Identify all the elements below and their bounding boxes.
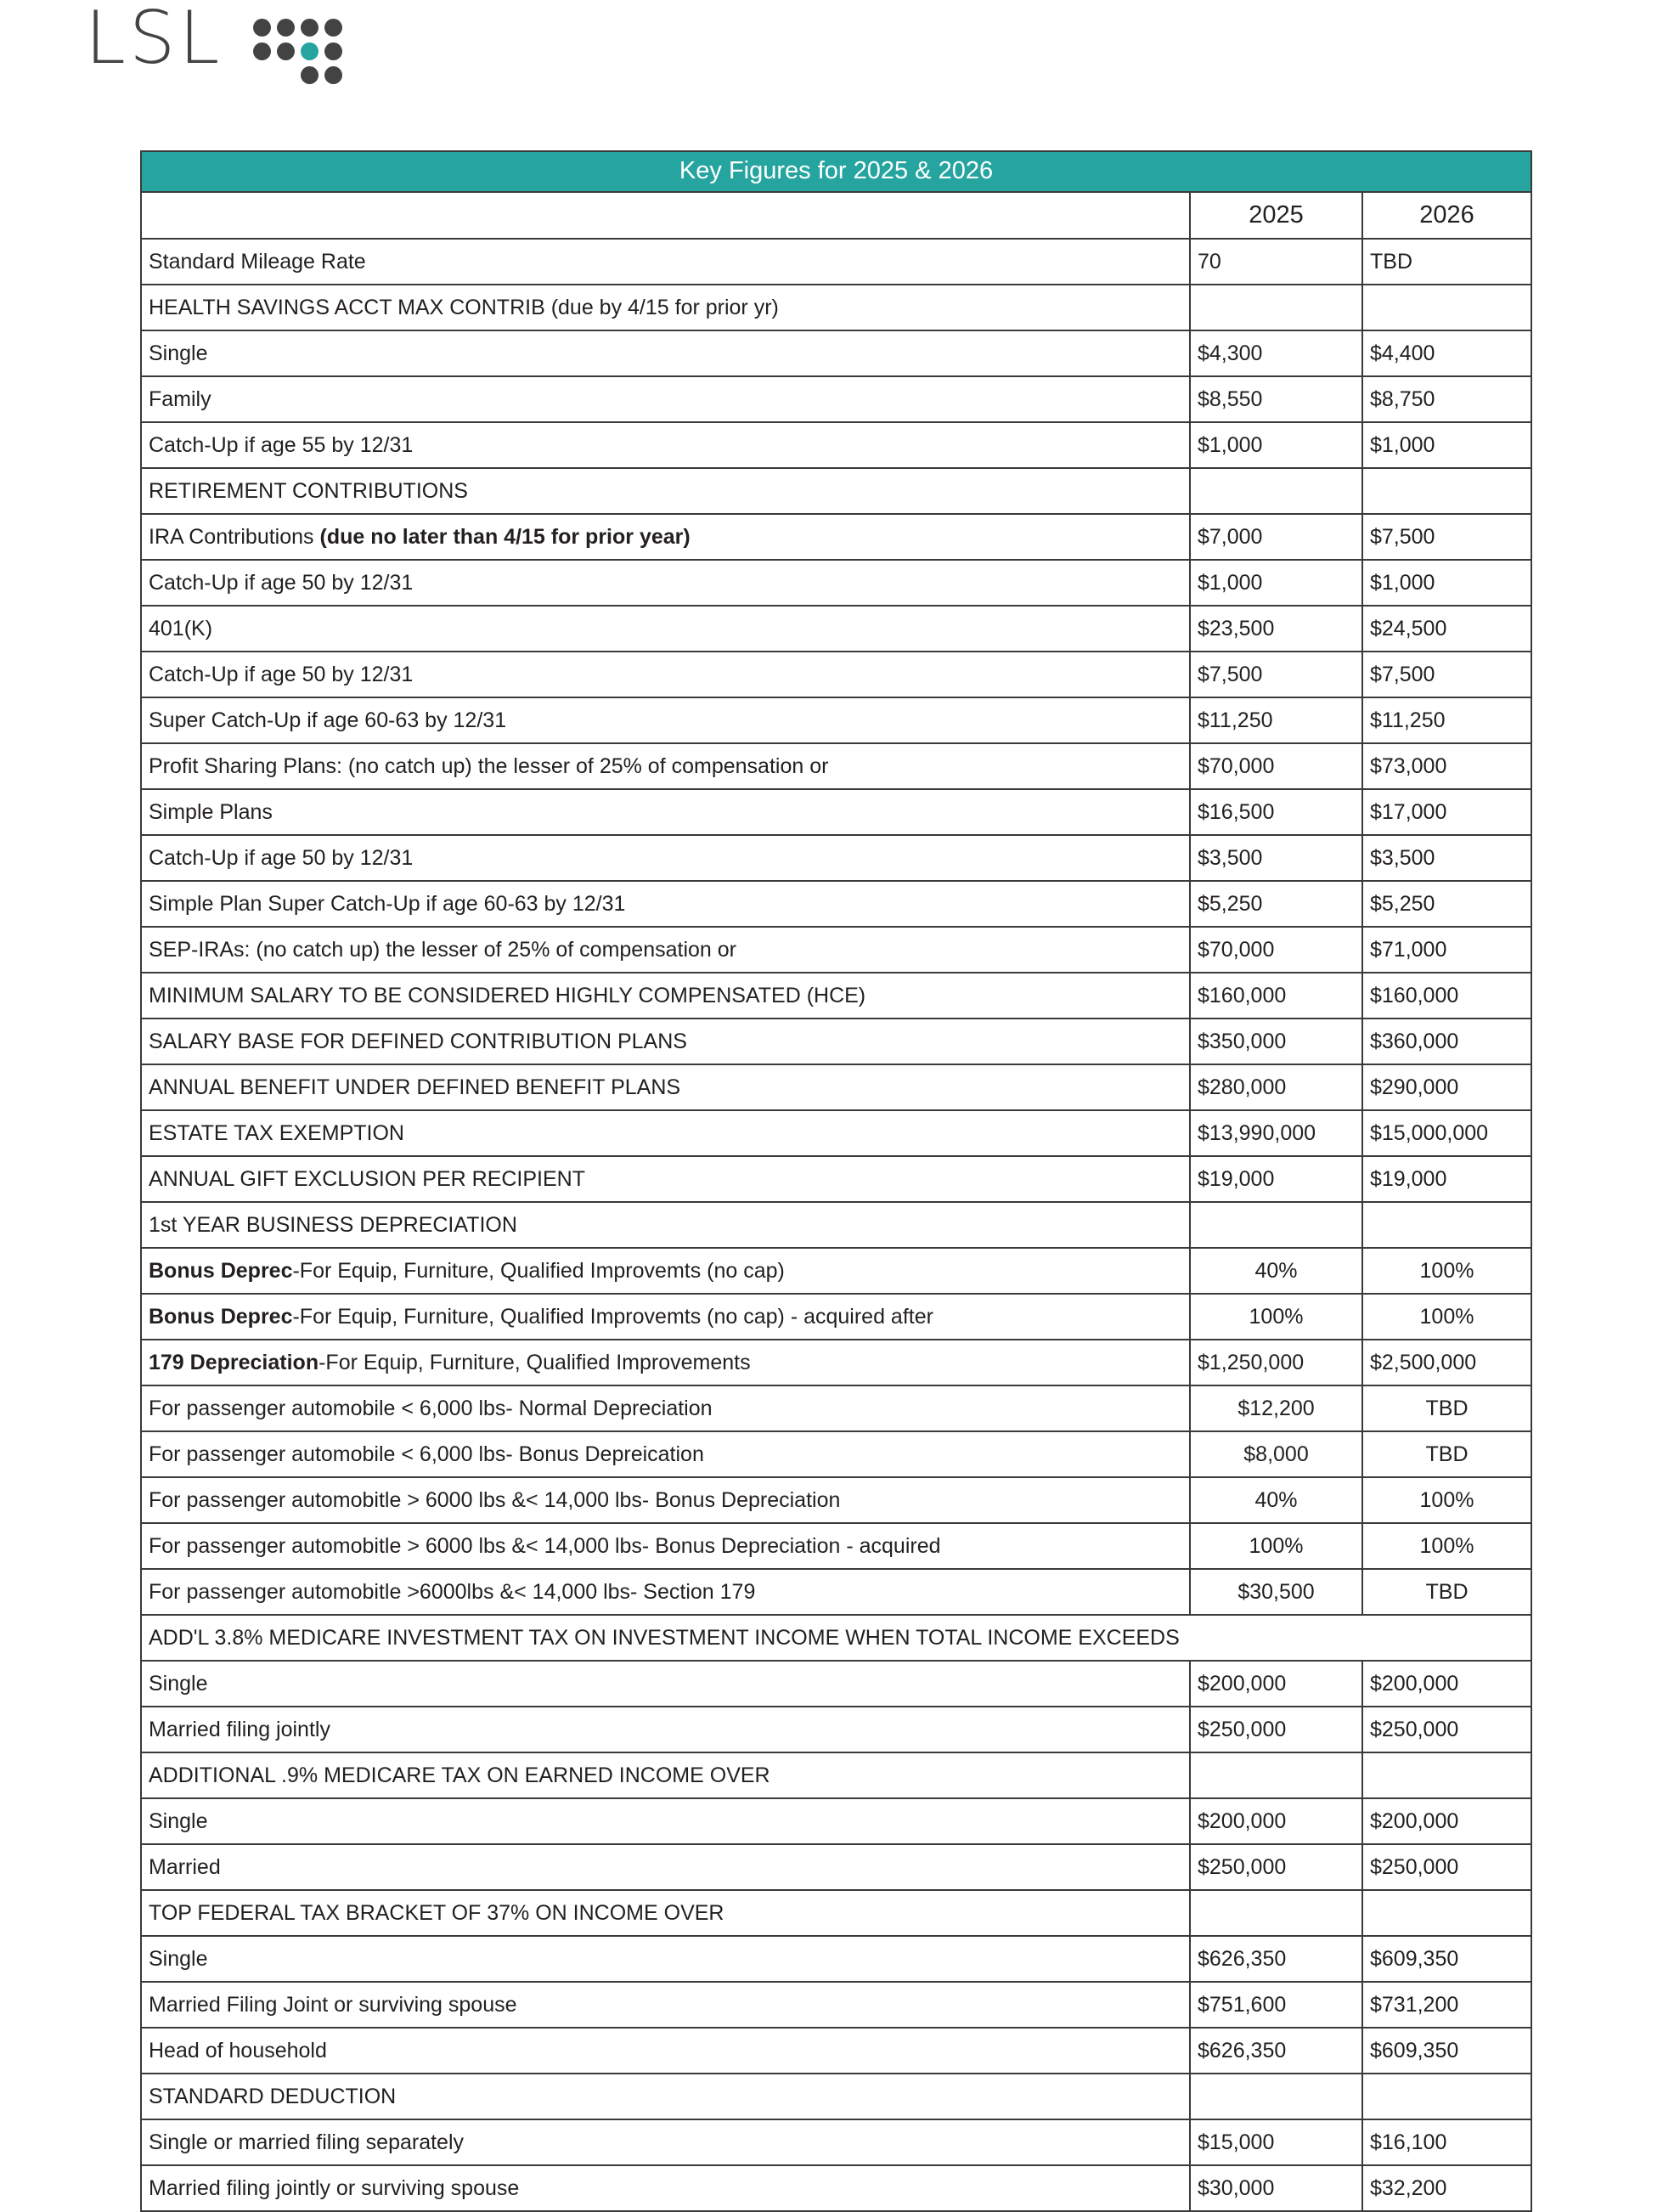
cell-2025: $4,300 — [1190, 330, 1362, 376]
cell-2026: $609,350 — [1362, 2028, 1531, 2074]
table-row — [141, 1064, 1531, 1110]
table-row — [141, 1248, 1531, 1294]
cell-2026: $71,000 — [1362, 927, 1531, 973]
row-label: 401(K) — [141, 606, 1190, 652]
cell-2025 — [1190, 1752, 1362, 1798]
cell-2025: $23,500 — [1190, 606, 1362, 652]
logo-dot — [301, 19, 319, 37]
row-label: Single — [141, 1936, 1190, 1982]
row-label: MINIMUM SALARY TO BE CONSIDERED HIGHLY COMPENSATED (HCE) — [141, 973, 1190, 1019]
table-row — [141, 422, 1531, 468]
column-header-2025: 2025 — [1190, 192, 1362, 239]
cell-2025: $250,000 — [1190, 1844, 1362, 1890]
row-label-text: IRA Contributions — [149, 524, 320, 549]
table-row — [141, 606, 1531, 652]
row-label: For passenger automobitle >6000lbs &< 14,000 lbs- Section 179 — [141, 1569, 1190, 1615]
table-row — [141, 468, 1531, 514]
cell-2026: $73,000 — [1362, 743, 1531, 789]
cell-2025: $8,000 — [1190, 1431, 1362, 1477]
row-label: Super Catch-Up if age 60-63 by 12/31 — [141, 697, 1190, 743]
cell-2026: $290,000 — [1362, 1064, 1531, 1110]
logo-dot-grid-icon — [253, 19, 347, 85]
table-row — [141, 1615, 1531, 1661]
logo-dot — [301, 42, 319, 60]
cell-2025: $70,000 — [1190, 927, 1362, 973]
row-label-emphasis: (due no later than 4/15 for prior year) — [319, 524, 691, 549]
cell-2026: $5,250 — [1362, 881, 1531, 927]
cell-2026: $7,500 — [1362, 514, 1531, 560]
cell-2026: $17,000 — [1362, 789, 1531, 835]
cell-2026: $200,000 — [1362, 1798, 1531, 1844]
table-row — [141, 2074, 1531, 2119]
column-header-row — [141, 192, 1531, 239]
row-label: Profit Sharing Plans: (no catch up) the lesser of 25% of compensation or — [141, 743, 1190, 789]
table-row — [141, 1890, 1531, 1936]
table-row — [141, 1752, 1531, 1798]
cell-2026: $11,250 — [1362, 697, 1531, 743]
cell-2025: $160,000 — [1190, 973, 1362, 1019]
row-label: Single — [141, 1798, 1190, 1844]
table-row — [141, 1431, 1531, 1477]
row-label: SALARY BASE FOR DEFINED CONTRIBUTION PLANS — [141, 1019, 1190, 1064]
row-label: ADD'L 3.8% MEDICARE INVESTMENT TAX ON INVESTMENT INCOME WHEN TOTAL INCOME EXCEEDS — [141, 1615, 1531, 1661]
row-label-tail: -For Equip, Furniture, Qualified Improvemts (no cap) — [292, 1258, 785, 1283]
cell-2026: 100% — [1362, 1477, 1531, 1523]
cell-2026 — [1362, 1890, 1531, 1936]
cell-2026: 100% — [1362, 1523, 1531, 1569]
table-row — [141, 697, 1531, 743]
table-row — [141, 560, 1531, 606]
cell-2026: $3,500 — [1362, 835, 1531, 881]
cell-2026: $15,000,000 — [1362, 1110, 1531, 1156]
table-row — [141, 239, 1531, 285]
cell-2025: 100% — [1190, 1523, 1362, 1569]
row-label: Married filing jointly or surviving spouse — [141, 2165, 1190, 2211]
row-label — [141, 1248, 1190, 1294]
table-row — [141, 1385, 1531, 1431]
cell-2025: $350,000 — [1190, 1019, 1362, 1064]
cell-2026 — [1362, 1202, 1531, 1248]
row-label — [141, 514, 1190, 560]
table-row — [141, 1936, 1531, 1982]
row-label: STANDARD DEDUCTION — [141, 2074, 1190, 2119]
cell-2026: $250,000 — [1362, 1844, 1531, 1890]
cell-2025: $200,000 — [1190, 1661, 1362, 1707]
cell-2025 — [1190, 1202, 1362, 1248]
cell-2025: 40% — [1190, 1477, 1362, 1523]
table-row — [141, 1661, 1531, 1707]
row-label: For passenger automobitle > 6000 lbs &< 14,000 lbs- Bonus Depreciation — [141, 1477, 1190, 1523]
row-label: HEALTH SAVINGS ACCT MAX CONTRIB (due by 4/15 for prior yr) — [141, 285, 1190, 330]
table-row — [141, 1523, 1531, 1569]
table-row — [141, 1019, 1531, 1064]
row-label: SEP-IRAs: (no catch up) the lesser of 25% of compensation or — [141, 927, 1190, 973]
cell-2025: $15,000 — [1190, 2119, 1362, 2165]
table-row — [141, 1202, 1531, 1248]
row-label: Single — [141, 330, 1190, 376]
table-row — [141, 789, 1531, 835]
cell-2026: $16,100 — [1362, 2119, 1531, 2165]
table-row — [141, 330, 1531, 376]
cell-2025: $751,600 — [1190, 1982, 1362, 2028]
row-label: Simple Plan Super Catch-Up if age 60-63 by 12/31 — [141, 881, 1190, 927]
table-row — [141, 881, 1531, 927]
cell-2026: $1,000 — [1362, 560, 1531, 606]
table-row — [141, 1982, 1531, 2028]
row-label: Family — [141, 376, 1190, 422]
cell-2025: $626,350 — [1190, 1936, 1362, 1982]
row-label: For passenger automobitle > 6000 lbs &< 14,000 lbs- Bonus Depreciation - acquired — [141, 1523, 1190, 1569]
cell-2025 — [1190, 285, 1362, 330]
table-head — [141, 151, 1531, 239]
cell-2026: TBD — [1362, 239, 1531, 285]
cell-2026: $731,200 — [1362, 1982, 1531, 2028]
table-row — [141, 1110, 1531, 1156]
cell-2026: 100% — [1362, 1294, 1531, 1340]
row-label: Standard Mileage Rate — [141, 239, 1190, 285]
row-label: TOP FEDERAL TAX BRACKET OF 37% ON INCOME OVER — [141, 1890, 1190, 1936]
table-row — [141, 514, 1531, 560]
cell-2026: $8,750 — [1362, 376, 1531, 422]
table-row — [141, 376, 1531, 422]
cell-2025: $16,500 — [1190, 789, 1362, 835]
row-label: 1st YEAR BUSINESS DEPRECIATION — [141, 1202, 1190, 1248]
row-label: Head of household — [141, 2028, 1190, 2074]
cell-2026 — [1362, 1752, 1531, 1798]
table-row — [141, 285, 1531, 330]
cell-2026: $2,500,000 — [1362, 1340, 1531, 1385]
cell-2026: $250,000 — [1362, 1707, 1531, 1752]
row-label: Married filing jointly — [141, 1707, 1190, 1752]
cell-2025: $13,990,000 — [1190, 1110, 1362, 1156]
cell-2026: $160,000 — [1362, 973, 1531, 1019]
logo-dot — [253, 19, 271, 37]
logo-dot — [301, 66, 319, 84]
cell-2025: $626,350 — [1190, 2028, 1362, 2074]
cell-2026: $1,000 — [1362, 422, 1531, 468]
cell-2026: $7,500 — [1362, 652, 1531, 697]
company-logo — [85, 0, 442, 92]
table-row — [141, 652, 1531, 697]
cell-2025: 100% — [1190, 1294, 1362, 1340]
table-banner-row — [141, 151, 1531, 192]
row-label: Catch-Up if age 55 by 12/31 — [141, 422, 1190, 468]
cell-2026: $4,400 — [1362, 330, 1531, 376]
cell-2026: TBD — [1362, 1431, 1531, 1477]
cell-2025: $70,000 — [1190, 743, 1362, 789]
row-label — [141, 1294, 1190, 1340]
table-row — [141, 1707, 1531, 1752]
table-row — [141, 835, 1531, 881]
table-row — [141, 2028, 1531, 2074]
table-row — [141, 2165, 1531, 2211]
cell-2025: $8,550 — [1190, 376, 1362, 422]
row-label-emphasis: 179 Depreciation — [149, 1350, 319, 1374]
table-row — [141, 1477, 1531, 1523]
table-row — [141, 1844, 1531, 1890]
row-label-tail: -For Equip, Furniture, Qualified Improvemts (no cap) - acquired after — [292, 1304, 933, 1329]
logo-dot — [324, 66, 342, 84]
row-label-emphasis: Bonus Deprec — [149, 1304, 293, 1329]
key-figures-table — [140, 150, 1532, 2212]
logo-dot — [324, 42, 342, 60]
cell-2025: $280,000 — [1190, 1064, 1362, 1110]
table-row — [141, 743, 1531, 789]
table-row — [141, 1340, 1531, 1385]
table-row — [141, 973, 1531, 1019]
cell-2026: $24,500 — [1362, 606, 1531, 652]
logo-dot — [277, 19, 295, 37]
row-label: For passenger automobile < 6,000 lbs- Normal Depreciation — [141, 1385, 1190, 1431]
cell-2026: $32,200 — [1362, 2165, 1531, 2211]
cell-2025: $7,000 — [1190, 514, 1362, 560]
cell-2026: $360,000 — [1362, 1019, 1531, 1064]
row-label: Simple Plans — [141, 789, 1190, 835]
row-label: ANNUAL BENEFIT UNDER DEFINED BENEFIT PLANS — [141, 1064, 1190, 1110]
row-label: Single — [141, 1661, 1190, 1707]
cell-2025: $30,000 — [1190, 2165, 1362, 2211]
cell-2025: $1,000 — [1190, 422, 1362, 468]
cell-2025: $30,500 — [1190, 1569, 1362, 1615]
row-label: For passenger automobile < 6,000 lbs- Bonus Depreication — [141, 1431, 1190, 1477]
cell-2025: $12,200 — [1190, 1385, 1362, 1431]
row-label: Catch-Up if age 50 by 12/31 — [141, 652, 1190, 697]
cell-2025: $250,000 — [1190, 1707, 1362, 1752]
table-row — [141, 1294, 1531, 1340]
row-label: ANNUAL GIFT EXCLUSION PER RECIPIENT — [141, 1156, 1190, 1202]
cell-2026: TBD — [1362, 1385, 1531, 1431]
table-body — [141, 239, 1531, 2211]
cell-2025 — [1190, 1890, 1362, 1936]
column-header-2026: 2026 — [1362, 192, 1531, 239]
column-header-label — [141, 192, 1190, 239]
cell-2025: $7,500 — [1190, 652, 1362, 697]
logo-dot — [324, 19, 342, 37]
row-label-tail: -For Equip, Furniture, Qualified Improvements — [319, 1350, 751, 1374]
cell-2025 — [1190, 468, 1362, 514]
table-row — [141, 1156, 1531, 1202]
row-label: Married Filing Joint or surviving spouse — [141, 1982, 1190, 2028]
logo-wordmark: LSL — [85, 0, 223, 81]
cell-2025: $200,000 — [1190, 1798, 1362, 1844]
logo-dot — [253, 42, 271, 60]
cell-2025 — [1190, 2074, 1362, 2119]
cell-2026 — [1362, 285, 1531, 330]
table-row — [141, 1569, 1531, 1615]
logo-dot — [277, 42, 295, 60]
cell-2025: 70 — [1190, 239, 1362, 285]
row-label: Married — [141, 1844, 1190, 1890]
cell-2025: $1,000 — [1190, 560, 1362, 606]
cell-2025: $1,250,000 — [1190, 1340, 1362, 1385]
table-row — [141, 927, 1531, 973]
row-label: ADDITIONAL .9% MEDICARE TAX ON EARNED INCOME OVER — [141, 1752, 1190, 1798]
table-row — [141, 2119, 1531, 2165]
row-label — [141, 1340, 1190, 1385]
cell-2025: $3,500 — [1190, 835, 1362, 881]
cell-2026: 100% — [1362, 1248, 1531, 1294]
row-label: Catch-Up if age 50 by 12/31 — [141, 560, 1190, 606]
cell-2025: $5,250 — [1190, 881, 1362, 927]
row-label: Single or married filing separately — [141, 2119, 1190, 2165]
table-row — [141, 1798, 1531, 1844]
cell-2026: $609,350 — [1362, 1936, 1531, 1982]
table-title: Key Figures for 2025 & 2026 — [141, 151, 1531, 192]
cell-2026: TBD — [1362, 1569, 1531, 1615]
row-label: RETIREMENT CONTRIBUTIONS — [141, 468, 1190, 514]
cell-2025: $19,000 — [1190, 1156, 1362, 1202]
cell-2025: $11,250 — [1190, 697, 1362, 743]
cell-2025: 40% — [1190, 1248, 1362, 1294]
row-label-emphasis: Bonus Deprec — [149, 1258, 293, 1283]
row-label: ESTATE TAX EXEMPTION — [141, 1110, 1190, 1156]
cell-2026: $200,000 — [1362, 1661, 1531, 1707]
cell-2026: $19,000 — [1362, 1156, 1531, 1202]
cell-2026 — [1362, 468, 1531, 514]
cell-2026 — [1362, 2074, 1531, 2119]
row-label: Catch-Up if age 50 by 12/31 — [141, 835, 1190, 881]
